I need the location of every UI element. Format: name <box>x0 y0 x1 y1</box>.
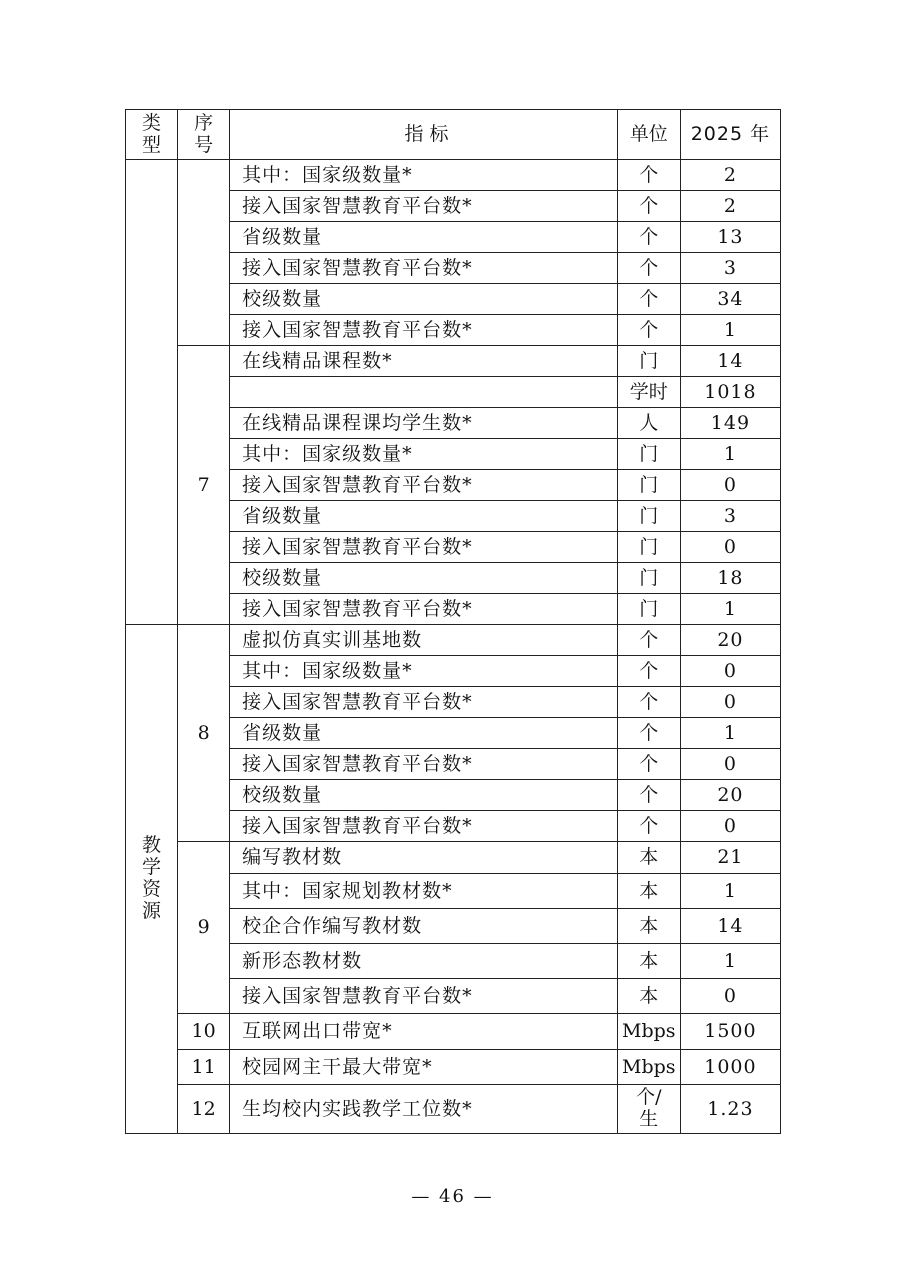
value-cell: 1500 <box>680 1014 780 1050</box>
table-row <box>126 1050 781 1085</box>
seq-cell: 9 <box>178 842 230 1014</box>
indicator-cell: 其中：国家级数量* <box>230 439 618 470</box>
indicator-cell: 接入国家智慧教育平台数* <box>230 191 618 222</box>
value-cell: 1000 <box>680 1050 780 1085</box>
indicator-cell: 接入国家智慧教育平台数* <box>230 253 618 284</box>
indicator-cell: 接入国家智慧教育平台数* <box>230 594 618 625</box>
indicator-cell: 接入国家智慧教育平台数* <box>230 532 618 563</box>
unit-cell: 个 <box>617 656 680 687</box>
indicator-cell: 省级数量 <box>230 222 618 253</box>
value-cell: 1 <box>680 944 780 979</box>
indicator-cell: 新形态教材数 <box>230 944 618 979</box>
header-year: 2025 年 <box>680 110 780 160</box>
seq-cell: 11 <box>178 1050 230 1085</box>
value-cell: 20 <box>680 625 780 656</box>
value-cell: 1 <box>680 594 780 625</box>
unit-cell: 门 <box>617 594 680 625</box>
unit-cell: 本 <box>617 842 680 874</box>
value-cell: 0 <box>680 811 780 842</box>
value-cell: 1 <box>680 718 780 749</box>
unit-cell: 个 <box>617 811 680 842</box>
indicator-cell: 接入国家智慧教育平台数* <box>230 470 618 501</box>
value-cell: 0 <box>680 470 780 501</box>
unit-cell: 门 <box>617 470 680 501</box>
indicator-cell: 在线精品课程课均学生数* <box>230 408 618 439</box>
unit-cell: 个 <box>617 687 680 718</box>
unit-cell: 个 <box>617 625 680 656</box>
value-cell: 1018 <box>680 377 780 408</box>
unit-cell: 个/生 <box>617 1085 680 1134</box>
indicator-cell: 互联网出口带宽* <box>230 1014 618 1050</box>
unit-cell: 个 <box>617 780 680 811</box>
unit-cell: 个 <box>617 191 680 222</box>
value-cell: 2 <box>680 191 780 222</box>
value-cell: 0 <box>680 979 780 1014</box>
unit-cell: 人 <box>617 408 680 439</box>
table-row <box>126 625 781 656</box>
indicator-cell: 接入国家智慧教育平台数* <box>230 315 618 346</box>
unit-cell: 个 <box>617 160 680 191</box>
value-cell: 0 <box>680 749 780 780</box>
table-row <box>126 346 781 377</box>
value-cell: 1.23 <box>680 1085 780 1134</box>
unit-cell: 本 <box>617 979 680 1014</box>
value-cell: 1 <box>680 439 780 470</box>
indicator-cell: 其中：国家规划教材数* <box>230 874 618 909</box>
indicator-cell: 接入国家智慧教育平台数* <box>230 811 618 842</box>
value-cell: 21 <box>680 842 780 874</box>
indicator-cell: 生均校内实践教学工位数* <box>230 1085 618 1134</box>
value-cell: 2 <box>680 160 780 191</box>
seq-cell: 10 <box>178 1014 230 1050</box>
unit-cell: 门 <box>617 563 680 594</box>
unit-cell: 个 <box>617 749 680 780</box>
unit-cell: 本 <box>617 909 680 944</box>
unit-cell: 个 <box>617 718 680 749</box>
indicator-cell: 省级数量 <box>230 501 618 532</box>
unit-cell: 门 <box>617 439 680 470</box>
indicator-cell: 校级数量 <box>230 780 618 811</box>
indicator-cell: 其中：国家级数量* <box>230 160 618 191</box>
indicator-cell: 接入国家智慧教育平台数* <box>230 749 618 780</box>
indicator-cell: 校级数量 <box>230 284 618 315</box>
unit-cell: 本 <box>617 944 680 979</box>
seq-cell: 12 <box>178 1085 230 1134</box>
indicator-cell: 接入国家智慧教育平台数* <box>230 687 618 718</box>
table-row <box>126 1085 781 1134</box>
unit-cell: 门 <box>617 532 680 563</box>
header-type: 类型 <box>126 110 178 160</box>
value-cell: 34 <box>680 284 780 315</box>
value-cell: 14 <box>680 909 780 944</box>
indicator-cell: 省级数量 <box>230 718 618 749</box>
indicator-cell: 编写教材数 <box>230 842 618 874</box>
table-row <box>126 160 781 191</box>
value-cell: 20 <box>680 780 780 811</box>
unit-cell: 本 <box>617 874 680 909</box>
unit-cell: 学时 <box>617 377 680 408</box>
header-indicator: 指标 <box>230 110 618 160</box>
unit-cell: Mbps <box>617 1050 680 1085</box>
indicator-table <box>125 109 781 1134</box>
unit-cell: 门 <box>617 501 680 532</box>
value-cell: 18 <box>680 563 780 594</box>
seq-cell <box>178 160 230 346</box>
seq-cell: 7 <box>178 346 230 625</box>
indicator-cell: 接入国家智慧教育平台数* <box>230 979 618 1014</box>
table-row <box>126 1014 781 1050</box>
unit-cell: Mbps <box>617 1014 680 1050</box>
category-cell-top <box>126 160 178 625</box>
indicator-cell: 校园网主干最大带宽* <box>230 1050 618 1085</box>
indicator-cell: 其中：国家级数量* <box>230 656 618 687</box>
value-cell: 1 <box>680 874 780 909</box>
unit-cell: 个 <box>617 315 680 346</box>
category-cell: 教学资源 <box>126 625 178 1134</box>
value-cell: 3 <box>680 501 780 532</box>
indicator-cell: 虚拟仿真实训基地数 <box>230 625 618 656</box>
value-cell: 149 <box>680 408 780 439</box>
indicator-cell: 校级数量 <box>230 563 618 594</box>
seq-cell: 8 <box>178 625 230 842</box>
value-cell: 3 <box>680 253 780 284</box>
unit-cell: 个 <box>617 222 680 253</box>
indicator-cell <box>230 377 618 408</box>
value-cell: 14 <box>680 346 780 377</box>
table-row <box>126 842 781 874</box>
indicator-cell: 在线精品课程数* <box>230 346 618 377</box>
value-cell: 13 <box>680 222 780 253</box>
page-number: — 46 — <box>411 1186 494 1207</box>
unit-cell: 门 <box>617 346 680 377</box>
unit-cell: 个 <box>617 253 680 284</box>
value-cell: 0 <box>680 532 780 563</box>
value-cell: 0 <box>680 656 780 687</box>
header-row <box>126 110 781 160</box>
header-seq: 序号 <box>178 110 230 160</box>
value-cell: 1 <box>680 315 780 346</box>
indicator-cell: 校企合作编写教材数 <box>230 909 618 944</box>
value-cell: 0 <box>680 687 780 718</box>
unit-cell: 个 <box>617 284 680 315</box>
header-unit: 单位 <box>617 110 680 160</box>
